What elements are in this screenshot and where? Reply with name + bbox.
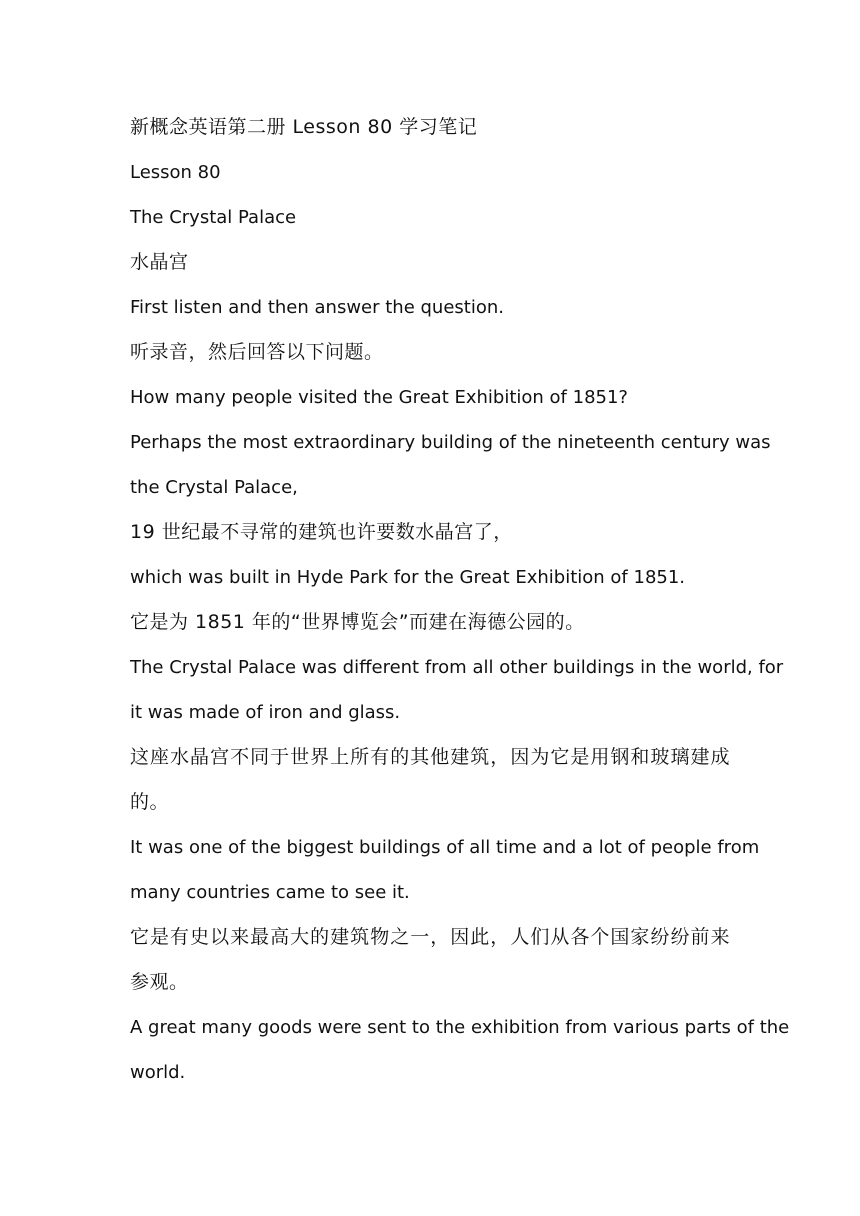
paragraph-2-cn: 它是为 1851 年的“世界博览会”而建在海德公园的。 xyxy=(130,611,585,633)
paragraph-3-en-line-1: The Crystal Palace was different from all other buildings in the world, for xyxy=(130,657,784,678)
instruction-en: First listen and then answer the question. xyxy=(130,297,504,318)
paragraph-4-en-line-2: many countries came to see it. xyxy=(130,882,410,903)
comprehension-question: How many people visited the Great Exhibition of 1851? xyxy=(130,387,628,408)
paragraph-1-en-line-2: the Crystal Palace, xyxy=(130,477,298,498)
paragraph-4-cn-line-1: 它是有史以来最高大的建筑物之一，因此，人们从各个国家纷纷前来 xyxy=(130,926,730,948)
document-heading: 新概念英语第二册 Lesson 80 学习笔记 xyxy=(130,116,478,138)
paragraph-3-cn-line-1: 这座水晶宫不同于世界上所有的其他建筑，因为它是用钢和玻璃建成 xyxy=(130,746,730,768)
paragraph-1-cn: 19 世纪最不寻常的建筑也许要数水晶宫了， xyxy=(130,521,513,543)
lesson-title-cn: 水晶宫 xyxy=(130,251,189,273)
paragraph-5-en-line-1: A great many goods were sent to the exhibition from various parts of the xyxy=(130,1017,790,1038)
instruction-cn: 听录音，然后回答以下问题。 xyxy=(130,341,384,363)
paragraph-2-en: which was built in Hyde Park for the Great Exhibition of 1851. xyxy=(130,567,686,588)
lesson-title-en: The Crystal Palace xyxy=(130,207,297,228)
paragraph-5-en-line-2: world. xyxy=(130,1062,186,1083)
paragraph-4-cn-line-2: 参观。 xyxy=(130,971,189,993)
paragraph-3-en-line-2: it was made of iron and glass. xyxy=(130,702,401,723)
lesson-label: Lesson 80 xyxy=(130,162,221,183)
paragraph-3-cn-line-2: 的。 xyxy=(130,791,170,813)
paragraph-4-en-line-1: It was one of the biggest buildings of all time and a lot of people from xyxy=(130,837,760,858)
document-content xyxy=(130,105,790,1095)
paragraph-1-en-line-1: Perhaps the most extraordinary building of the nineteenth century was xyxy=(130,432,771,453)
